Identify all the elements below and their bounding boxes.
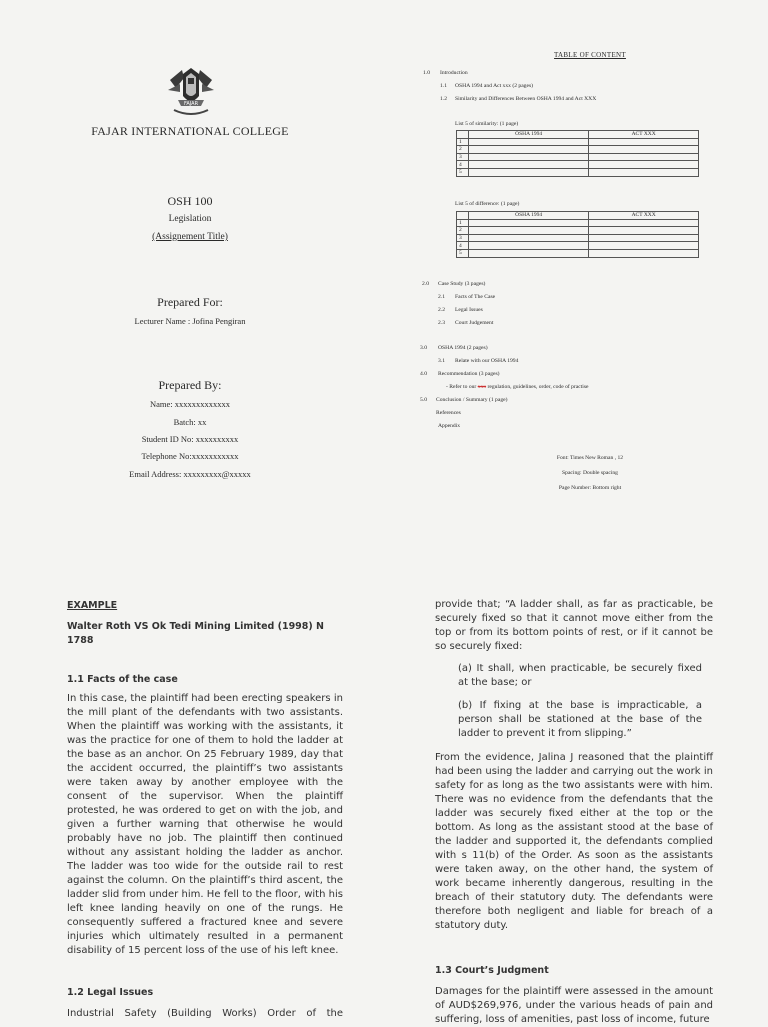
lecturer-name: Lecturer Name : Jofina Pengiran (134, 316, 246, 326)
toc-section-5-number: 5.0 (420, 397, 427, 403)
format-page-number: Page Number: Bottom right (558, 485, 622, 491)
provide-paragraph: provide that; “A ladder shall, as far as practicable, be securely fixed so that it cannot move either from the top or from its bottom points of rest, or if it cannot be so securely fixed: (435, 599, 713, 652)
toc-section-3: OSHA 1994 (2 pages) (438, 345, 488, 351)
column-header-osha: OSHA 1994 (469, 212, 589, 220)
table-row: 5 (457, 249, 699, 257)
struck-text: xxx (477, 384, 487, 390)
column-header-osha: OSHA 1994 (469, 131, 589, 139)
table-row: 4 (457, 161, 699, 169)
table-header-row (457, 131, 699, 139)
toc-section-2-1: Facts of The Case (455, 294, 496, 300)
difference-caption: List 5 of difference: (1 page) (455, 201, 520, 207)
clause-a: (a) It shall, when practicable, be securely fixed at the base; or (458, 663, 702, 688)
college-name: FAJAR INTERNATIONAL COLLEGE (91, 124, 289, 138)
toc-section-1-1: OSHA 1994 and Act xxx (2 pages) (455, 83, 533, 89)
toc-section-1: Introduction (440, 70, 468, 76)
table-row: 3 (457, 234, 699, 242)
prepared-by-heading: Prepared By: (158, 378, 222, 392)
toc-section-1-2: Similarity and Differences Between OSHA 1994 and Act XXX (455, 96, 597, 102)
table-row: 1 (457, 219, 699, 227)
similarity-caption: List 5 of similarity: (1 page) (455, 121, 519, 127)
table-row: 1 (457, 138, 699, 146)
judgment-heading: 1.3 Court’s Judgment (435, 965, 549, 976)
toc-section-1-2-number: 1.2 (440, 96, 447, 102)
batch: Batch: xx (173, 417, 207, 427)
table-header-row (457, 212, 699, 220)
subject: Legislation (168, 214, 212, 224)
legal-issues-heading: 1.2 Legal Issues (67, 987, 154, 998)
toc-section-2-2: Legal Issues (455, 307, 483, 313)
toc-section-2: Case Study (3 pages) (438, 281, 486, 287)
table-row: 2 (457, 227, 699, 235)
student-id: Student ID No: xxxxxxxxxx (141, 434, 239, 444)
difference-table (456, 211, 699, 258)
case-title: Walter Roth VS Ok Tedi Mining Limited (1998) N 1788 (67, 621, 325, 646)
toc-section-3-number: 3.0 (420, 345, 427, 351)
judgment-paragraph: Damages for the plaintiff were assessed in the amount of AUD$269,976, under the various heads of pain and suffering, loss of amenities, past loss of income, future (435, 986, 713, 1025)
course-code: OSH 100 (167, 194, 213, 208)
table-row: 3 (457, 153, 699, 161)
student-name: Name: xxxxxxxxxxxxx (149, 399, 231, 409)
prepared-for-heading: Prepared For: (157, 295, 223, 309)
example-heading: EXAMPLE (67, 600, 118, 611)
evidence-paragraph: From the evidence, Jalina J reasoned that the plaintiff had been using the ladder and carrying out the work in safety for as long as the two assistants were with him. There was no evidence from the defendants that the ladder was securely fixed either at the top or the bottom. As long as the assistant stood at the base of the ladder and supported it, the defendants complied with s 11(b) of the Order. As soon as the assistants were taken away, on the other hand, the system of work became inherently dangerous, resulting in the breach of their statutory duty. The defendants were therefore both negligent and liable for breach of a statutory duty. (435, 752, 713, 931)
assignment-title: (Assignement Title) (152, 232, 228, 242)
table-row: 5 (457, 168, 699, 176)
toc-section-2-number: 2.0 (422, 281, 429, 287)
toc-section-4-number: 4.0 (420, 371, 427, 377)
similarity-table (456, 130, 699, 177)
column-header-act: ACT XXX (589, 212, 699, 220)
toc-appendix: Appendix (438, 423, 461, 429)
format-spacing: Spacing: Double spacing (562, 470, 618, 476)
email-address: Email Address: xxxxxxxxx@xxxxx (129, 469, 251, 479)
telephone: Telephone No:xxxxxxxxxxx (141, 451, 239, 461)
toc-references: References (436, 410, 461, 416)
svg-text:FAJAR: FAJAR (183, 101, 199, 107)
toc-title: TABLE OF CONTENT (554, 51, 626, 59)
table-row: 4 (457, 242, 699, 250)
facts-heading: 1.1 Facts of the case (67, 674, 178, 685)
toc-section-1-number: 1.0 (423, 70, 430, 76)
toc-section-2-2-number: 2.2 (438, 307, 445, 313)
legal-issues-paragraph: Industrial Safety (Building Works) Order of the (67, 1008, 343, 1019)
toc-section-2-1-number: 2.1 (438, 294, 445, 300)
facts-paragraph: In this case, the plaintiff had been erecting speakers in the mill plant of the defendants with two assistants. When the plaintiff was working with the assistants, it was the practice for one of them to hold the ladder at the base as an anchor. On 25 February 1989, day that the accident occurred, the plaintiff’s two assistants were taken away by another employee with the consent of the supervisor. When the plaintiff protested, he was ordered to get on with the job, and given a further warning that otherwise he would probably have no job. The plaintiff then continued without any assistant holding the ladder as anchor. The ladder was too wide for the outside rail to rest against the column. On the plaintiff’s third ascent, the ladder slid from under him. He fell to the floor, with his left knee landing heavily on one of the rungs. He consequently suffered a fractured knee and severe injuries which ultimately resulted in a permanent disability of 15 percent loss of the use of his left knee. (67, 693, 343, 956)
toc-section-3-1-number: 3.1 (438, 358, 445, 364)
column-header-act: ACT XXX (589, 131, 699, 139)
toc-section-4: Recommendation (3 pages) (438, 371, 500, 377)
toc-section-1-1-number: 1.1 (440, 83, 447, 89)
format-font: Font: Times New Roman , 12 (556, 455, 624, 461)
toc-section-2-3-number: 2.3 (438, 320, 445, 326)
toc-section-5: Conclusion / Summary (1 page) (436, 397, 508, 403)
college-crest-logo (166, 66, 216, 120)
toc-section-4-bullet: - Refer to our xxx regulation, guidelines, order, code of practise (446, 384, 589, 390)
toc-section-2-3: Court Judgement (455, 320, 494, 326)
toc-section-3-1: Relate with our OSHA 1994 (455, 358, 519, 364)
table-row: 2 (457, 146, 699, 154)
clause-b: (b) If fixing at the base is impracticable, a person shall be stationed at the base of the ladder to prevent it from slipping.” (458, 700, 702, 739)
